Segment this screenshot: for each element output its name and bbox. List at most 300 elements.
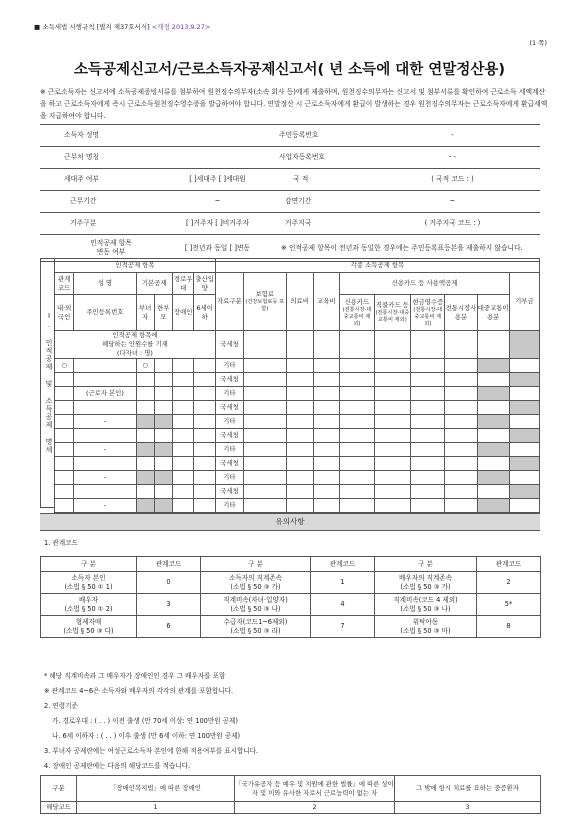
col-disabled: 장애인 <box>172 295 193 331</box>
amount-cell[interactable] <box>286 429 313 443</box>
dis-code-1: 1 <box>77 802 235 814</box>
amount-cell[interactable] <box>411 401 445 415</box>
disability-code-table <box>40 775 541 814</box>
amount-cell[interactable] <box>445 429 477 443</box>
amount-cell[interactable] <box>313 373 340 387</box>
amount-cell[interactable] <box>340 359 374 373</box>
amount-cell[interactable] <box>509 499 539 513</box>
relation-cell[interactable] <box>55 373 74 387</box>
code-value: 0 <box>137 572 201 594</box>
nationality-field[interactable]: ( 국적 코드 : ) <box>365 169 540 191</box>
amount-cell[interactable] <box>286 443 313 457</box>
change-label: 인적공제 항목 변동 여부 <box>40 235 160 262</box>
notes-item2: 2. 연령기준 <box>44 702 78 710</box>
nationality-label: 국 적 <box>275 169 365 191</box>
name-label: 소득자 성명 <box>40 125 160 147</box>
dis-head-3: 「국가유공자 등 예우 및 지원에 관한 법률」에 따른 상이자 및 이와 유사한 자로서 근로능력이 없는 자 <box>235 776 395 802</box>
code-row <box>41 616 541 638</box>
amount-cell[interactable] <box>509 485 539 499</box>
rrn-cell[interactable]: - <box>74 499 136 513</box>
amount-cell[interactable] <box>477 457 509 471</box>
amount-cell[interactable] <box>445 401 477 415</box>
rrn-cell[interactable] <box>74 359 136 373</box>
amount-cell[interactable] <box>477 331 509 359</box>
amount-cell[interactable] <box>477 415 509 429</box>
form-ref-text: ■ 소득세법 시행규칙 [별지 제37호서식] <box>34 23 150 31</box>
check-cell[interactable]: ○ <box>136 359 154 373</box>
amount-cell[interactable] <box>445 359 477 373</box>
check-cell[interactable] <box>194 373 216 387</box>
amount-cell[interactable] <box>477 359 509 373</box>
check-cell[interactable] <box>154 471 172 485</box>
row-note: 인적공제 항목에 해당하는 인원수를 기재 (다자녀 : 명) <box>55 331 216 359</box>
personal-header: 인적공제 항목 <box>55 259 216 273</box>
check-cell[interactable] <box>194 457 216 471</box>
source-other: 기타 <box>215 499 243 513</box>
basic-info-table <box>40 124 540 262</box>
amount-cell[interactable] <box>340 331 374 359</box>
check-cell[interactable] <box>172 387 193 401</box>
check-cell[interactable] <box>154 429 172 443</box>
amount-cell[interactable] <box>243 443 286 457</box>
check-cell[interactable] <box>172 485 193 499</box>
source-other: 기타 <box>215 443 243 457</box>
revision-date: <개정 2013.9.27> <box>151 23 211 31</box>
amount-cell[interactable] <box>509 387 539 401</box>
page-number: (1 쪽) <box>529 39 547 47</box>
amount-cell[interactable] <box>286 331 313 359</box>
code-desc: 형제자매 (소법 § 50 ③ 다) <box>41 616 137 638</box>
code-desc: 배우자 (소법 § 50 ① 2) <box>41 594 137 616</box>
col-transit: 대중교통이용분 <box>477 295 509 331</box>
amount-cell[interactable] <box>313 359 340 373</box>
amount-cell[interactable] <box>509 401 539 415</box>
amount-cell[interactable] <box>477 429 509 443</box>
amount-cell[interactable] <box>509 443 539 457</box>
region-label: 거주지국 <box>275 213 365 235</box>
amount-cell[interactable] <box>445 499 477 513</box>
code-desc: 직계비속(자녀·입양자) (소법 § 50 ③ 나) <box>201 594 311 616</box>
source-nts: 국세청 <box>215 485 243 499</box>
amount-cell[interactable] <box>509 429 539 443</box>
amount-cell[interactable] <box>374 485 410 499</box>
amount-cell[interactable] <box>340 415 374 429</box>
amount-cell[interactable] <box>445 373 477 387</box>
amount-cell[interactable] <box>374 331 410 359</box>
amount-cell[interactable] <box>509 471 539 485</box>
code-desc: 직계비속(코드 4 제외) (소법 § 50 ③ 나) <box>375 594 477 616</box>
dis-head-2: 「장애인복지법」에 따른 장애인 <box>77 776 235 802</box>
amount-cell[interactable] <box>477 499 509 513</box>
col-education: 교육비 <box>313 273 340 331</box>
amount-cell[interactable] <box>445 471 477 485</box>
amount-cell[interactable] <box>243 401 286 415</box>
amount-cell[interactable] <box>286 359 313 373</box>
amount-cell[interactable] <box>313 457 340 471</box>
code-value: 3 <box>137 594 201 616</box>
check-cell[interactable] <box>154 415 172 429</box>
check-cell[interactable] <box>136 457 154 471</box>
amount-cell[interactable] <box>445 485 477 499</box>
code-value: 4 <box>311 594 375 616</box>
table-row <box>55 499 540 513</box>
source-nts: 국세청 <box>215 331 243 359</box>
col-domestic: 내·외국인 <box>55 295 74 331</box>
source-nts: 국세청 <box>215 429 243 443</box>
debit-sub: (전통시장·대중교통비 제외) <box>375 310 410 323</box>
dis-head-1: 구분 <box>41 776 77 802</box>
source-nts: 국세청 <box>215 373 243 387</box>
amount-cell[interactable] <box>243 415 286 429</box>
dis-code-2: 2 <box>235 802 395 814</box>
col-single: 한부모 <box>154 295 172 331</box>
insurance-sub: (건강보험료등 포함) <box>245 299 285 312</box>
check-cell[interactable] <box>154 499 172 513</box>
domestic-cell[interactable] <box>55 499 74 513</box>
col-medical: 의료비 <box>286 273 313 331</box>
amount-cell[interactable] <box>286 401 313 415</box>
notes-item3: 3. 부녀자 공제란에는 여성근로소득자 본인에 한해 적용여부를 표시합니다. <box>44 747 259 755</box>
table-row <box>55 485 540 499</box>
code-row <box>41 572 541 594</box>
name-cell[interactable] <box>74 401 136 415</box>
relation-cell[interactable] <box>55 429 74 443</box>
domestic-cell[interactable] <box>55 443 74 457</box>
amount-cell[interactable] <box>313 429 340 443</box>
insurance-label: 보험료 <box>255 290 275 298</box>
rrn-label: 주민등록번호 <box>275 125 365 147</box>
code-value: 8 <box>477 616 541 638</box>
name-cell[interactable] <box>74 373 136 387</box>
region-field[interactable]: ( 거주지국 코드 : ) <box>365 213 540 235</box>
name-cell[interactable] <box>74 457 136 471</box>
amount-cell[interactable] <box>340 499 374 513</box>
code-head-1: 구 분 <box>41 557 137 572</box>
amount-cell[interactable] <box>477 471 509 485</box>
check-cell[interactable] <box>154 387 172 401</box>
deduction-table <box>54 258 540 513</box>
amount-cell[interactable] <box>445 331 477 359</box>
amount-cell[interactable] <box>286 471 313 485</box>
bizno-label: 사업자등록번호 <box>275 147 365 169</box>
rrn-cell[interactable]: - <box>74 443 136 457</box>
domestic-cell[interactable]: ○ <box>55 359 74 373</box>
amount-cell[interactable] <box>374 387 410 401</box>
domestic-cell[interactable] <box>55 387 74 401</box>
intro-note: ※ 근로소득자는 신고서에 소득공제증빙서류를 첨부하여 원천징수의무자(소속 회사 등)에게 제출하며, 원천징수의무자는 신고서 및 첨부서류를 확인하여 근로소득 세액계산을 하고 근로소득자에게 즉시 근로소득원천징수영수증을 발급하여야 합니다. 연말정산 시 근로소득자에게 환급이 발생하는 경우 원천징수의무자는 근로소득자에게 환급세액을 지급하여야 합니다. <box>40 88 548 120</box>
amount-cell[interactable] <box>411 387 445 401</box>
amount-cell[interactable] <box>374 443 410 457</box>
check-cell[interactable] <box>172 471 193 485</box>
rrn-cell[interactable]: - <box>74 415 136 429</box>
check-cell[interactable] <box>194 387 216 401</box>
amount-cell[interactable] <box>411 485 445 499</box>
table-row <box>55 373 540 387</box>
check-cell[interactable] <box>194 471 216 485</box>
amount-cell[interactable] <box>313 471 340 485</box>
rrn-cell[interactable]: (근로자 본인) <box>74 387 136 401</box>
check-cell[interactable] <box>172 499 193 513</box>
name-field[interactable] <box>160 125 275 147</box>
check-cell[interactable] <box>136 429 154 443</box>
amount-cell[interactable] <box>340 387 374 401</box>
check-cell[interactable] <box>194 429 216 443</box>
check-cell[interactable] <box>154 373 172 387</box>
cash-label: 현금영수증 <box>412 297 444 306</box>
amount-cell[interactable] <box>509 373 539 387</box>
source-nts: 국세청 <box>215 457 243 471</box>
notes-item2b: 나. 6세 이하자 : ( . . ) 이후 출생 (만 6세 이하: 연 100만원 공제) <box>52 732 241 740</box>
code-value: 7 <box>311 616 375 638</box>
amount-cell[interactable] <box>477 387 509 401</box>
check-cell[interactable] <box>194 485 216 499</box>
amount-cell[interactable] <box>340 471 374 485</box>
check-cell[interactable] <box>172 457 193 471</box>
rrn-field[interactable]: - <box>365 125 540 147</box>
check-cell[interactable] <box>136 471 154 485</box>
amount-cell[interactable] <box>243 457 286 471</box>
amount-cell[interactable] <box>509 359 539 373</box>
source-other: 기타 <box>215 387 243 401</box>
code-head-6: 관계코드 <box>477 557 541 572</box>
col-source: 자료구분 <box>215 273 243 331</box>
section1-side-label: Ⅰ. 인적공제 및 소득공제 명세 <box>40 258 55 508</box>
amount-cell[interactable] <box>313 485 340 499</box>
amount-cell[interactable] <box>286 457 313 471</box>
name-cell[interactable] <box>74 485 136 499</box>
col-female: 부녀자 <box>136 295 154 331</box>
check-cell[interactable] <box>154 457 172 471</box>
residency-label: 거주구분 <box>40 213 160 235</box>
amount-cell[interactable] <box>243 471 286 485</box>
amount-cell[interactable] <box>477 373 509 387</box>
col-rrn: 주민등록번호 <box>74 295 136 331</box>
check-cell[interactable] <box>194 443 216 457</box>
amount-cell[interactable] <box>340 485 374 499</box>
table-row <box>55 471 540 485</box>
table-row <box>55 387 540 401</box>
check-cell[interactable] <box>136 415 154 429</box>
amount-cell[interactable] <box>340 429 374 443</box>
check-cell[interactable] <box>194 359 216 373</box>
code-head-4: 관계코드 <box>311 557 375 572</box>
page-title: 소득공제신고서/근로소득자공제신고서( 년 소득에 대한 연말정산용) <box>74 62 505 78</box>
code-desc: 수급자(코드1~6제외) (소법 § 50 ③ 라) <box>201 616 311 638</box>
name-cell[interactable] <box>74 429 136 443</box>
amount-cell[interactable] <box>286 387 313 401</box>
amount-cell[interactable] <box>243 373 286 387</box>
bizno-field[interactable]: - - <box>365 147 540 169</box>
reduction-label: 감면기간 <box>275 191 365 213</box>
col-market: 전통시장사용분 <box>445 295 477 331</box>
amount-cell[interactable] <box>313 401 340 415</box>
amount-cell[interactable] <box>374 457 410 471</box>
card-label: 신용카드 <box>344 297 370 306</box>
amount-cell[interactable] <box>445 457 477 471</box>
code-desc: 소득자 본인 (소법 § 50 ① 1) <box>41 572 137 594</box>
amount-cell[interactable] <box>313 443 340 457</box>
period-field[interactable]: ~ <box>160 191 275 213</box>
amount-cell[interactable] <box>340 443 374 457</box>
col-elderly: 경로우대 <box>172 273 193 295</box>
check-cell[interactable] <box>194 401 216 415</box>
check-cell[interactable] <box>172 443 193 457</box>
amount-cell[interactable] <box>411 331 445 359</box>
relation-cell[interactable] <box>55 485 74 499</box>
amount-cell[interactable] <box>340 401 374 415</box>
source-nts: 국세청 <box>215 401 243 415</box>
residency-checkboxes[interactable]: [ ]거주자 [ ]비거주자 <box>160 213 275 235</box>
code-head-2: 관계코드 <box>137 557 201 572</box>
amount-cell[interactable] <box>411 415 445 429</box>
col-card-group: 신용카드 등 사용액공제 <box>340 273 509 295</box>
code-row <box>41 594 541 616</box>
company-label: 근무처 명칭 <box>40 147 160 169</box>
source-other: 기타 <box>215 415 243 429</box>
dis-code-label: 해당코드 <box>41 802 77 814</box>
amount-cell[interactable] <box>243 485 286 499</box>
amount-cell[interactable] <box>477 401 509 415</box>
card-sub: (전통시장·대중교통비 제외) <box>342 306 372 327</box>
amount-cell[interactable] <box>243 331 286 359</box>
check-cell[interactable] <box>154 401 172 415</box>
change-checkboxes[interactable]: [ ]전년과 동일 [ ]변동 <box>160 235 275 262</box>
check-cell[interactable] <box>194 499 216 513</box>
amount-cell[interactable] <box>243 359 286 373</box>
table-row <box>55 415 540 429</box>
rrn-cell[interactable]: - <box>74 471 136 485</box>
amount-cell[interactable] <box>509 457 539 471</box>
amount-cell[interactable] <box>411 429 445 443</box>
company-field[interactable] <box>160 147 275 169</box>
amount-cell[interactable] <box>445 443 477 457</box>
col-donation: 기부금 <box>509 273 539 331</box>
form-reference <box>34 22 210 31</box>
code-note: ※ 관계코드 4~6은 소득자와 배우자의 각각의 관계를 포함합니다. <box>44 687 234 695</box>
amount-cell[interactable] <box>286 415 313 429</box>
col-birth: 출산입양 <box>194 273 216 295</box>
check-cell[interactable] <box>136 499 154 513</box>
debit-label: 직불카드 등 <box>375 301 409 309</box>
amount-cell[interactable] <box>445 415 477 429</box>
domestic-cell[interactable] <box>55 471 74 485</box>
amount-cell[interactable] <box>374 359 410 373</box>
amount-cell[interactable] <box>411 443 445 457</box>
code-value: 6 <box>137 616 201 638</box>
notes-item1: 1. 관계코드 <box>44 539 78 547</box>
table-row <box>55 359 540 373</box>
check-cell[interactable] <box>154 359 172 373</box>
table-row <box>55 457 540 471</box>
notes-title: 유의사항 <box>40 513 540 531</box>
amount-cell[interactable] <box>477 443 509 457</box>
source-other: 기타 <box>215 359 243 373</box>
amount-cell[interactable] <box>445 387 477 401</box>
amount-cell[interactable] <box>411 471 445 485</box>
amount-cell[interactable] <box>509 415 539 429</box>
col-debit <box>374 295 410 331</box>
amount-cell[interactable] <box>313 331 340 359</box>
check-cell[interactable] <box>136 387 154 401</box>
check-cell[interactable] <box>172 415 193 429</box>
check-cell[interactable] <box>136 373 154 387</box>
col-relation: 관계코드 <box>55 273 74 295</box>
check-cell[interactable] <box>172 373 193 387</box>
relation-cell[interactable] <box>55 457 74 471</box>
amount-cell[interactable] <box>374 415 410 429</box>
check-cell[interactable] <box>136 443 154 457</box>
relation-cell[interactable] <box>55 401 74 415</box>
amount-cell[interactable] <box>243 429 286 443</box>
amount-cell[interactable] <box>374 373 410 387</box>
cash-sub: (전통시장·대중교통비 제외) <box>413 306 443 327</box>
amount-cell[interactable] <box>411 499 445 513</box>
col-child6: 6세이하 <box>194 295 216 331</box>
dis-code-3: 3 <box>395 802 541 814</box>
code-head-5: 구 분 <box>375 557 477 572</box>
col-cash <box>411 295 445 331</box>
notes-item4: 4. 장애인 공제란에는 다음의 해당코드를 적습니다. <box>44 762 191 770</box>
amount-cell[interactable] <box>374 401 410 415</box>
table-row <box>55 429 540 443</box>
deduction-header: 각종 소득공제 항목 <box>215 259 539 273</box>
amount-cell[interactable] <box>374 499 410 513</box>
amount-cell[interactable] <box>313 387 340 401</box>
check-cell[interactable] <box>136 401 154 415</box>
col-card <box>340 295 374 331</box>
amount-cell[interactable] <box>313 499 340 513</box>
amount-cell[interactable] <box>374 429 410 443</box>
domestic-cell[interactable] <box>55 415 74 429</box>
amount-cell[interactable] <box>411 457 445 471</box>
check-cell[interactable] <box>194 415 216 429</box>
amount-cell[interactable] <box>243 387 286 401</box>
amount-cell[interactable] <box>340 457 374 471</box>
amount-cell[interactable] <box>243 499 286 513</box>
period-label: 근무기간 <box>40 191 160 213</box>
amount-cell[interactable] <box>411 373 445 387</box>
amount-cell[interactable] <box>286 373 313 387</box>
table-row <box>55 443 540 457</box>
amount-cell[interactable] <box>286 499 313 513</box>
check-cell[interactable] <box>136 485 154 499</box>
check-cell[interactable] <box>154 485 172 499</box>
amount-cell[interactable] <box>374 471 410 485</box>
amount-cell[interactable] <box>313 415 340 429</box>
source-other: 기타 <box>215 471 243 485</box>
code-desc: 소득자의 직계존속 (소법 § 50 ③ 가) <box>201 572 311 594</box>
check-cell[interactable] <box>154 443 172 457</box>
col-basic: 기본공제 <box>136 273 172 295</box>
check-cell[interactable] <box>172 359 193 373</box>
col-insurance <box>243 273 286 331</box>
household-label: 세대주 여부 <box>40 169 160 191</box>
amount-cell[interactable] <box>340 373 374 387</box>
code-value: 5* <box>477 594 541 616</box>
amount-cell[interactable] <box>477 485 509 499</box>
code-header-row <box>41 557 541 572</box>
relation-code-table <box>40 556 541 638</box>
amount-cell[interactable] <box>509 331 539 359</box>
reduction-field[interactable]: ~ <box>365 191 540 213</box>
code-desc: 배우자의 직계존속 (소법 § 50 ③ 가) <box>375 572 477 594</box>
household-checkboxes[interactable]: [ ]세대주 [ ]세대원 <box>160 169 275 191</box>
amount-cell[interactable] <box>411 359 445 373</box>
check-cell[interactable] <box>172 429 193 443</box>
check-cell[interactable] <box>172 401 193 415</box>
amount-cell[interactable] <box>286 485 313 499</box>
change-note: ※ 인적공제 항목이 전년과 동일한 경우에는 주민등록표등본을 제출하지 않습니다. <box>275 235 540 262</box>
